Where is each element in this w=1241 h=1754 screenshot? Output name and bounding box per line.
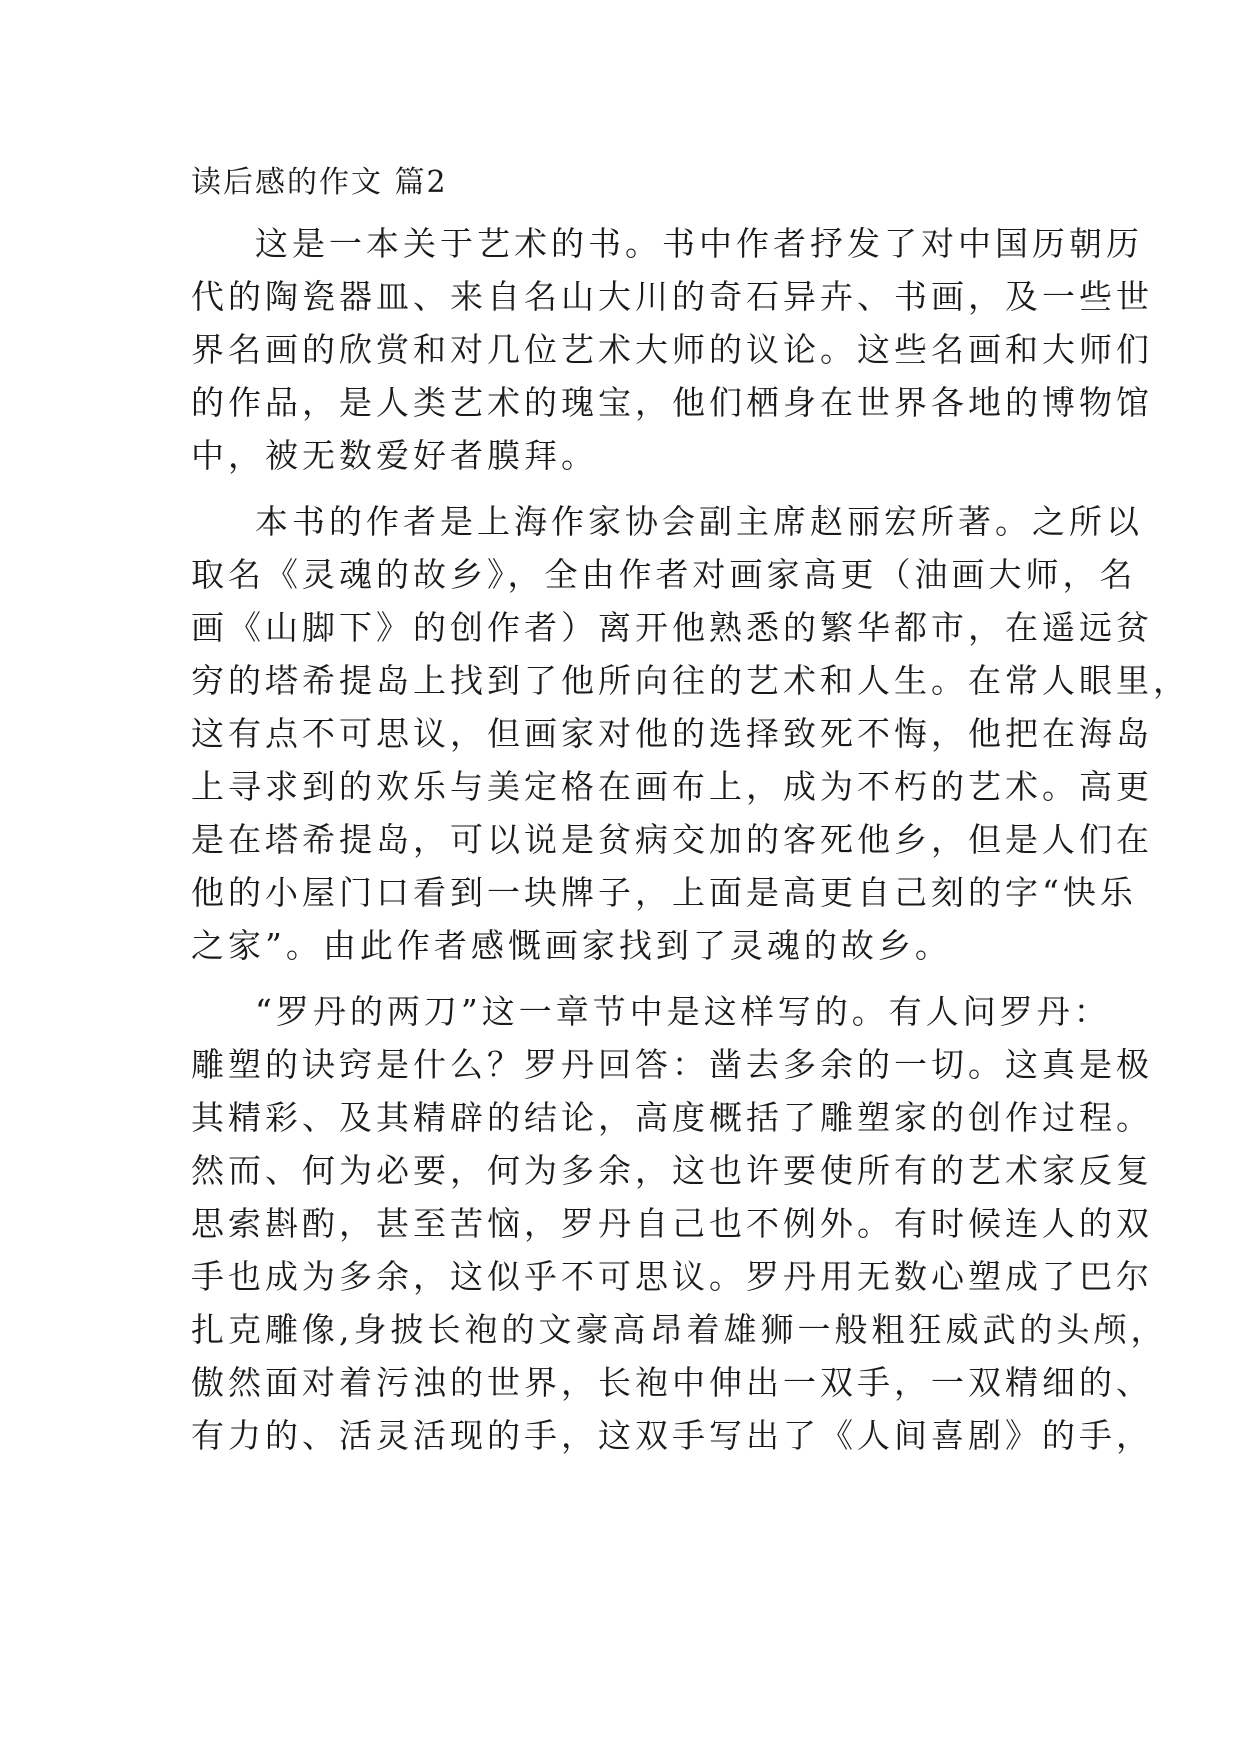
text-line: 然而、何为必要，何为多余，这也许要使所有的艺术家反复 bbox=[191, 1151, 1153, 1190]
text-line: 傲然面对着污浊的世界，长袍中伸出一双手，一双精细的、 bbox=[191, 1363, 1153, 1402]
text-line: 中，被无数爱好者膜拜。 bbox=[191, 436, 598, 475]
text-line: 界名画的欣赏和对几位艺术大师的议论。这些名画和大师们 bbox=[191, 330, 1153, 369]
text-line: 这有点不可思议，但画家对他的选择致死不悔，他把在海岛 bbox=[191, 714, 1153, 753]
text-line: 代的陶瓷器皿、来自名山大川的奇石异卉、书画，及一些世 bbox=[191, 277, 1153, 316]
text-line: 上寻求到的欢乐与美定格在画布上，成为不朽的艺术。高更 bbox=[191, 767, 1153, 806]
text-line: 其精彩、及其精辟的结论，高度概括了雕塑家的创作过程。 bbox=[191, 1098, 1153, 1137]
text-line: 手也成为多余，这似乎不可思议。罗丹用无数心塑成了巴尔 bbox=[191, 1257, 1153, 1296]
text-line: “罗丹的两刀”这一章节中是这样写的。有人问罗丹： bbox=[255, 992, 1111, 1031]
text-line: 思索斟酌，甚至苦恼，罗丹自己也不例外。有时候连人的双 bbox=[191, 1204, 1153, 1243]
document-title: 读后感的作文 篇2 bbox=[191, 165, 448, 200]
text-line: 的作品，是人类艺术的瑰宝，他们栖身在世界各地的博物馆 bbox=[191, 383, 1153, 422]
text-line: 雕塑的诀窍是什么？罗丹回答：凿去多余的一切。这真是极 bbox=[191, 1045, 1153, 1084]
text-line: 画《山脚下》的创作者）离开他熟悉的繁华都市，在遥远贫 bbox=[191, 608, 1153, 647]
text-line: 穷的塔希提岛上找到了他所向往的艺术和人生。在常人眼里， bbox=[191, 661, 1190, 700]
text-line: 取名《灵魂的故乡》，全由作者对画家高更（油画大师，名 bbox=[191, 555, 1137, 594]
text-line: 是在塔希提岛，可以说是贫病交加的客死他乡，但是人们在 bbox=[191, 820, 1153, 859]
text-line: 有力的、活灵活现的手，这双手写出了《人间喜剧》的手， bbox=[191, 1416, 1153, 1455]
text-line: 本书的作者是上海作家协会副主席赵丽宏所著。之所以 bbox=[255, 502, 1143, 541]
text-line: 他的小屋门口看到一块牌子，上面是高更自己刻的字“快乐 bbox=[191, 873, 1137, 912]
text-line: 扎克雕像,身披长袍的文豪高昂着雄狮一般粗狂威武的头颅， bbox=[191, 1310, 1168, 1349]
text-line: 这是一本关于艺术的书。书中作者抒发了对中国历朝历 bbox=[255, 224, 1143, 263]
text-line: 之家”。由此作者感慨画家找到了灵魂的故乡。 bbox=[191, 926, 952, 965]
